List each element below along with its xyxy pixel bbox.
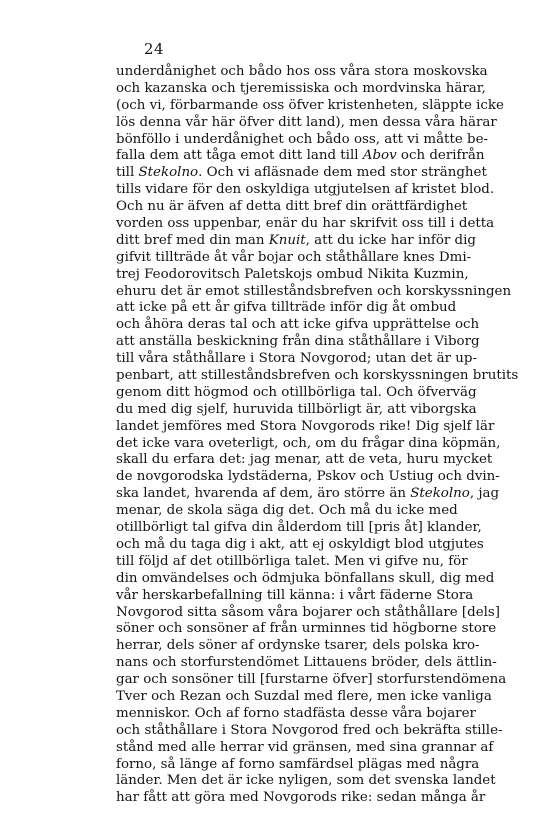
text-line: Tver och Rezan och Suzdal med flere, men icke vanliga	[116, 688, 492, 704]
text-line: vår herskarbefallning till känna: i vårt fäderne Stora	[116, 587, 474, 603]
text-line: otillbörligt tal gifva din ålderdom till [pris åt] klander,	[116, 520, 482, 536]
italic-name: Stekolno	[138, 165, 199, 181]
text-line: (och vi, förbarmande oss öfver kristenheten, släppte icke	[116, 97, 504, 113]
text-line: landet jemföres med Stora Novgorods rike! Dig sjelf lär	[116, 418, 495, 434]
text-line: ska landet, hvarenda af dem, äro större än Stekolno, jag	[116, 486, 500, 502]
text-line: länder. Men det är icke nyligen, som det svenska landet	[116, 773, 496, 789]
text-line: trej Feodorovitsch Paletskojs ombud Nikita Kuzmin,	[116, 266, 469, 282]
text-line: Novgorod sitta såsom våra bojarer och ståthållare [dels]	[116, 604, 501, 620]
text-line: menniskor. Och af forno stadfästa desse våra bojarer	[116, 705, 476, 721]
italic-name: Knuit	[268, 232, 306, 248]
text-line: penbart, att stilleståndsbrefven och korskyssningen brutits	[116, 368, 519, 384]
text-line: till våra ståthållare i Stora Novgorod; utan det är up-	[116, 351, 477, 367]
text-line: ehuru det är emot stilleståndsbrefven och korskyssningen	[116, 283, 512, 299]
text-line: skall du erfara det: jag menar, att de veta, huru mycket	[116, 452, 493, 468]
text-line: och åhöra deras tal och att icke gifva upprättelse och	[116, 317, 480, 333]
text-line: Och nu är äfven af detta ditt bref din orättfärdighet	[116, 199, 468, 215]
text-line: lös denna vår här öfver ditt land), men dessa våra härar	[116, 114, 497, 130]
text-line: underdånighet och bådo hos oss våra stora moskovska	[116, 64, 488, 79]
italic-name: Stekolno	[410, 486, 470, 502]
text-line: bönföllo i underdånighet och bådo oss, att vi måtte be-	[116, 131, 489, 147]
page-number: 24	[144, 40, 165, 58]
text-line: gar och sonsöner till [furstarne öfver] storfurstendömena	[116, 672, 507, 688]
text-line: de novgorodska lydstäderna, Pskov och Ustiug och dvin-	[116, 469, 500, 485]
body-text	[116, 64, 519, 807]
text-line: du med dig sjelf, huruvida tillbörligt är, att viborgska	[116, 401, 477, 417]
italic-name: Abov	[362, 148, 397, 164]
text-line: gifvit tillträde åt vår bojar och ståthållare knes Dmi-	[116, 249, 472, 265]
text-line: vorden oss uppenbar, enär du har skrifvit oss till i detta	[116, 216, 495, 232]
text-line: till Stekolno. Och vi afläsnade dem med stor stränghet	[116, 165, 487, 181]
text-line: forno, så länge af forno samfärdsel plägas med några	[116, 756, 480, 772]
text-line: ditt bref med din man Knuit, att du icke har inför dig	[116, 232, 476, 248]
text-line: herrar, dels söner af ordynske tsarer, dels polska kro-	[116, 638, 480, 654]
text-line: menar, de skola säga dig det. Och må du icke med	[116, 503, 458, 519]
text-line: falla dem att tåga emot ditt land till Abov och derifrån	[116, 148, 485, 164]
text-line: och kazanska och tjeremissiska och mordvinska härar,	[116, 80, 486, 96]
text-line: tills vidare för den oskyldiga utgjutelsen af kristet blod.	[116, 182, 495, 198]
text-line: din omvändelses och ödmjuka bönfallans skull, dig med	[116, 570, 495, 586]
text-line: att anställa beskickning från dina ståthållare i Viborg	[116, 334, 480, 350]
text-line: söner och sonsöner af från urminnes tid högborne store	[116, 621, 497, 637]
text-line: nans och storfurstendömet Littauens bröder, dels ättlin-	[116, 655, 497, 671]
text-line: att icke på ett år gifva tillträde inför dig åt ombud	[116, 300, 457, 316]
text-line: har fått att göra med Novgorods rike: sedan många år	[116, 790, 486, 806]
text-line: och ståthållare i Stora Novgorod fred och bekräfta stille-	[116, 722, 503, 738]
text-line: och må du taga dig i akt, att ej oskyldigt blod utgjutes	[116, 536, 484, 552]
text-line: genom ditt högmod och otillbörliga tal. Och öfverväg	[116, 384, 477, 400]
text-line: det icke vara oveterligt, och, om du frågar dina köpmän,	[116, 435, 501, 451]
text-line: stånd med alle herrar vid gränsen, med sina grannar af	[116, 739, 494, 755]
text-line: till följd af det otillbörliga talet. Men vi gifve nu, för	[116, 553, 468, 569]
